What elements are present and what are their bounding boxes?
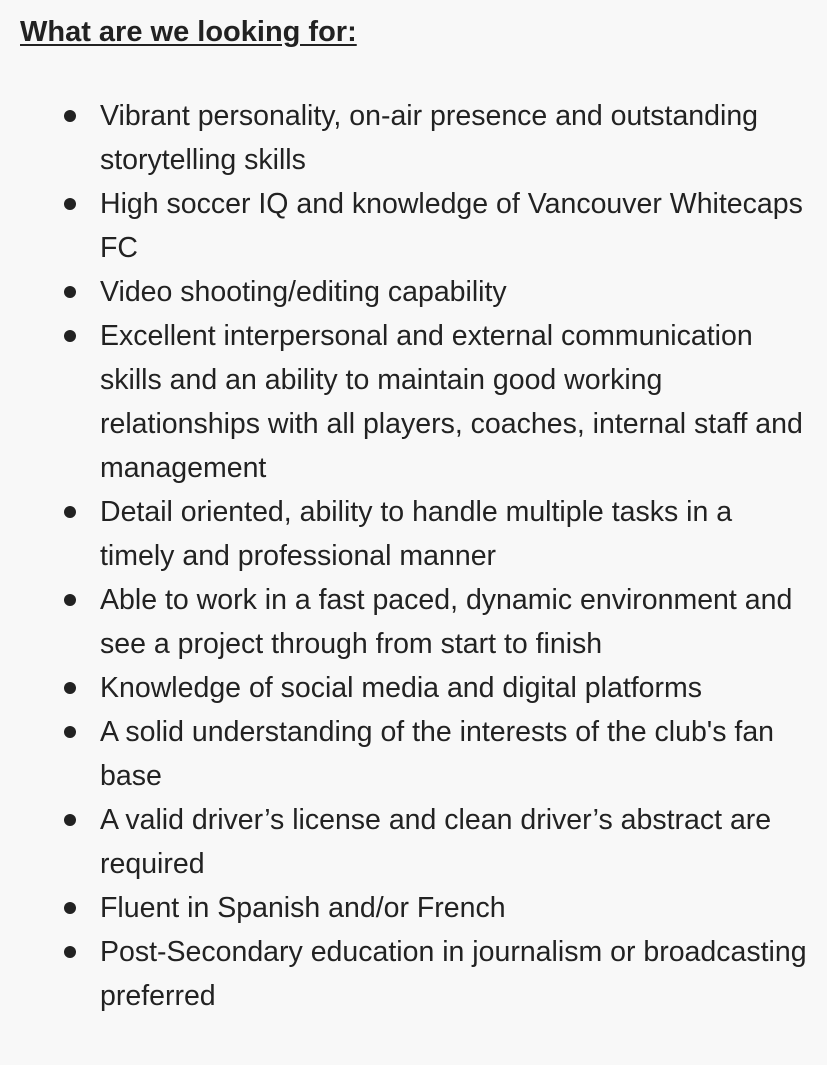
bullet-icon bbox=[64, 946, 76, 958]
requirement-item bbox=[20, 886, 827, 930]
requirement-text: Post-Secondary education in journalism or broadcasting preferred bbox=[100, 936, 807, 1012]
bullet-icon bbox=[64, 814, 76, 826]
requirement-item bbox=[20, 578, 827, 666]
requirement-text: A valid driver’s license and clean driver’s abstract are required bbox=[100, 804, 772, 880]
bullet-icon bbox=[64, 902, 76, 914]
bullet-icon bbox=[64, 330, 76, 342]
requirement-text: Detail oriented, ability to handle multiple tasks in a timely and professional manner bbox=[100, 496, 733, 572]
requirement-text: Excellent interpersonal and external communication skills and an ability to maintain good working relationships with all players, coaches, internal staff and management bbox=[100, 320, 803, 484]
requirement-item bbox=[20, 270, 827, 314]
requirement-text: Fluent in Spanish and/or French bbox=[100, 892, 506, 924]
requirement-item bbox=[20, 314, 827, 490]
bullet-icon bbox=[64, 726, 76, 738]
requirement-text: Knowledge of social media and digital platforms bbox=[100, 672, 703, 704]
requirement-text: Video shooting/editing capability bbox=[100, 276, 507, 308]
bullet-icon bbox=[64, 198, 76, 210]
bullet-icon bbox=[64, 506, 76, 518]
bullet-icon bbox=[64, 594, 76, 606]
requirement-text: High soccer IQ and knowledge of Vancouver Whitecaps FC bbox=[100, 188, 803, 264]
requirement-text: Vibrant personality, on-air presence and outstanding storytelling skills bbox=[100, 100, 759, 176]
requirement-text: A solid understanding of the interests of the club's fan base bbox=[100, 716, 775, 792]
section-heading: What are we looking for: bbox=[20, 16, 357, 48]
bullet-icon bbox=[64, 110, 76, 122]
bullet-icon bbox=[64, 286, 76, 298]
requirement-item bbox=[20, 666, 827, 710]
requirement-item bbox=[20, 710, 827, 798]
requirement-item bbox=[20, 930, 827, 1018]
requirement-text: Able to work in a fast paced, dynamic environment and see a project through from start to finish bbox=[100, 584, 793, 660]
requirement-item bbox=[20, 94, 827, 182]
bullet-icon bbox=[64, 682, 76, 694]
requirements-list bbox=[20, 94, 827, 1018]
requirement-item bbox=[20, 798, 827, 886]
requirement-item bbox=[20, 490, 827, 578]
requirement-item bbox=[20, 182, 827, 270]
